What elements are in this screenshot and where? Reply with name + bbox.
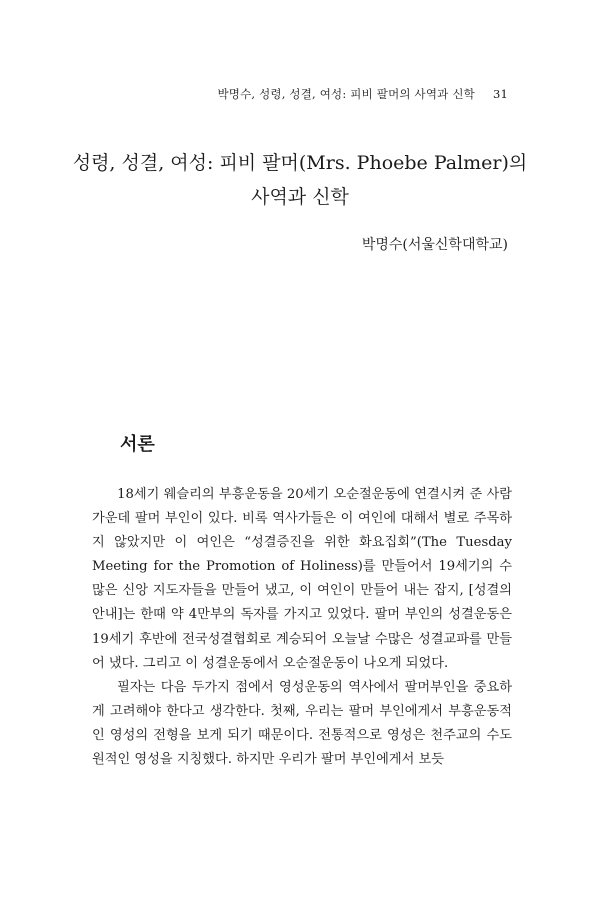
section-heading: 서론 <box>120 434 155 455</box>
article-title-line-1: 성령, 성결, 여성: 피비 팔머(Mrs. Phoebe Palmer)의 <box>72 152 528 174</box>
article-title-line-2: 사역과 신학 <box>251 186 349 208</box>
author-affiliation: 박명수(서울신학대학교) <box>361 237 508 253</box>
running-header <box>217 86 508 102</box>
paragraph-1: 18세기 웨슬리의 부흥운동을 20세기 오순절운동에 연결시켜 준 사람 가운데 팔머 부인이 있다. 비록 역사가들은 이 여인에 대해서 별로 주목하지 않았지만 이 여인은 “성결증진을 위한 화요집회”(The Tuesday Meeting for the Promotion of Holiness)를 만들어서 19세기의 수 많은 신앙 지도자들을 만들어 냈고, 이 여인이 만들어 내는 잡지, [성결의 안내]는 한때 약 4만부의 독자를 가지고 있었다. 팔머 부인의 성결운동은 19세기 후반에 전국성결협회로 계승되어 오늘날 수많은 성결교파를 만들어 냈다. 그리고 이 성결운동에서 오순절운동이 나오게 되었다. <box>92 487 512 671</box>
page-number: 31 <box>492 87 508 101</box>
paragraph-2: 필자는 다음 두가지 점에서 영성운동의 역사에서 팔머부인을 중요하게 고려해야 한다고 생각한다. 첫째, 우리는 팔머 부인에게서 부흥운동적인 영성의 전형을 보게 되기 때문이다. 전통적으로 영성은 천주교의 수도원적인 영성을 지칭했다. 하지만 우리가 팔머 부인에게서 보듯 <box>92 679 512 768</box>
running-title: 박명수, 성령, 성결, 여성: 피비 팔머의 사역과 신학 <box>217 87 475 101</box>
body-text <box>92 483 512 772</box>
